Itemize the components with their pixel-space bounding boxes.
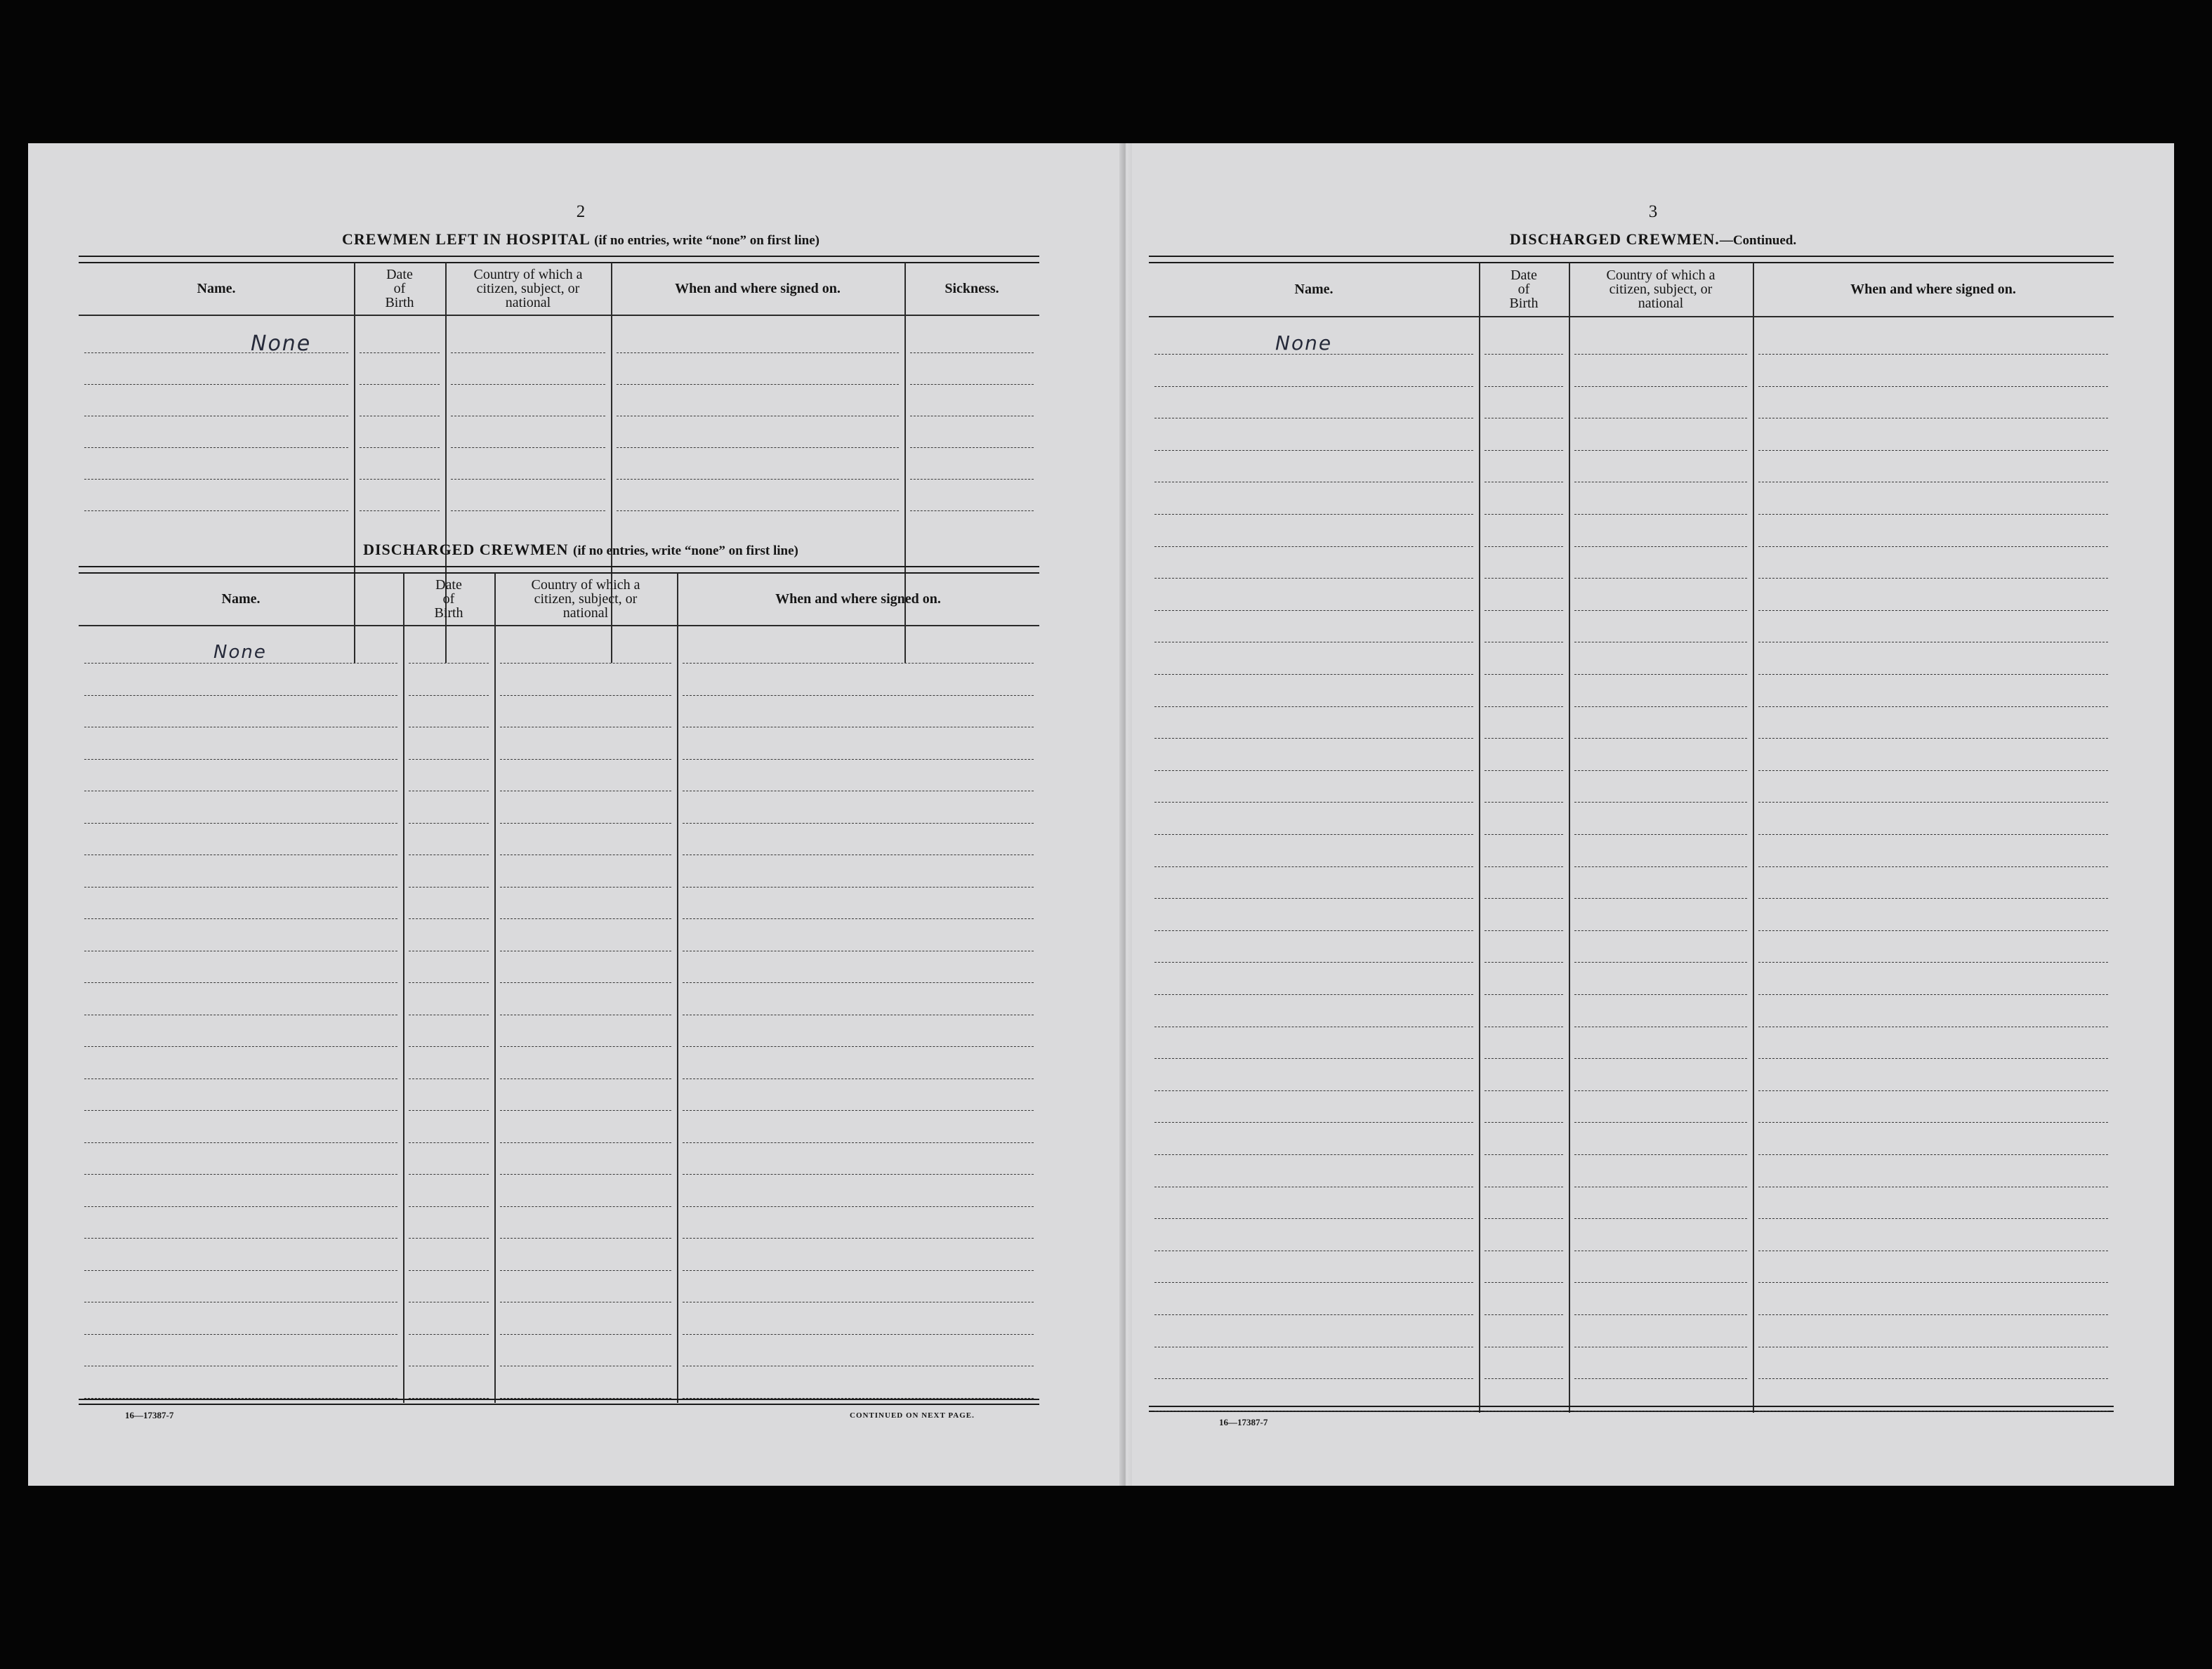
- entry-line: [683, 1142, 1034, 1143]
- entry-line: [84, 1334, 397, 1335]
- entry-line: [1758, 578, 2108, 579]
- form-code: 16—17387-7: [1219, 1417, 1268, 1427]
- entry-line: [1484, 1122, 1563, 1123]
- discharged-table: [79, 566, 1039, 1403]
- column-divider: [403, 573, 404, 1403]
- entry-line: [409, 759, 489, 760]
- entry-line: [1574, 1090, 1747, 1091]
- handwritten-none: None: [1275, 331, 1333, 355]
- entry-line: [1758, 738, 2108, 739]
- entry-line: [683, 1078, 1034, 1079]
- entry-line: [500, 1238, 671, 1239]
- entry-line: [1154, 610, 1473, 611]
- entry-line: [683, 1174, 1034, 1175]
- entry-line: [1484, 930, 1563, 931]
- entry-line: [1574, 898, 1747, 899]
- entry-line: [84, 1110, 397, 1111]
- entry-line: [500, 1142, 671, 1143]
- entry-line: [360, 510, 440, 511]
- entry-line: [1154, 738, 1473, 739]
- entry-line: [617, 447, 899, 448]
- entry-line: [1574, 706, 1747, 707]
- discharged-continued-title: [1132, 230, 2174, 249]
- entry-line: [1758, 546, 2108, 547]
- entry-line: [84, 1206, 397, 1207]
- entry-line: [683, 1046, 1034, 1047]
- right-page: [1132, 143, 2174, 1486]
- header-rule: [79, 625, 1039, 626]
- entry-line: [451, 352, 605, 353]
- handwritten-none: None: [213, 642, 267, 663]
- entry-line: [409, 887, 489, 888]
- entry-line: [84, 1078, 397, 1079]
- entry-line: [683, 982, 1034, 983]
- entry-line: [1758, 354, 2108, 355]
- header-name: Name.: [197, 280, 236, 296]
- entry-line: [84, 1046, 397, 1047]
- entry-line: [1574, 610, 1747, 611]
- entry-line: [1758, 962, 2108, 963]
- entry-line: [84, 1398, 397, 1399]
- document-sheet: [28, 143, 2174, 1486]
- entry-line: [1484, 386, 1563, 387]
- entry-line: [1574, 770, 1747, 771]
- entry-line: [409, 663, 489, 664]
- entry-line: [1154, 674, 1473, 675]
- entry-line: [1154, 354, 1473, 355]
- entry-line: [409, 982, 489, 983]
- entry-line: [1484, 1282, 1563, 1283]
- discharged-title: DISCHARGED CREWMEN: [363, 541, 569, 558]
- entry-line: [1484, 866, 1563, 867]
- entry-line: [1154, 866, 1473, 867]
- entry-line: [1758, 1218, 2108, 1219]
- entry-line: [1758, 802, 2108, 803]
- entry-line: [500, 1334, 671, 1335]
- entry-line: [1154, 1058, 1473, 1059]
- entry-line: [1154, 1282, 1473, 1283]
- entry-line: [1574, 738, 1747, 739]
- entry-line: [1154, 1218, 1473, 1219]
- entry-line: [1154, 514, 1473, 515]
- entry-line: [1154, 802, 1473, 803]
- entry-line: [84, 352, 348, 353]
- entry-line: [1484, 1154, 1563, 1155]
- entry-line: [1484, 1314, 1563, 1315]
- entry-line: [451, 384, 605, 385]
- entry-line: [409, 1206, 489, 1207]
- entry-line: [1574, 930, 1747, 931]
- entry-line: [1154, 770, 1473, 771]
- entry-line: [910, 510, 1034, 511]
- entry-line: [617, 510, 899, 511]
- entry-line: [1758, 1154, 2108, 1155]
- entry-line: [1574, 386, 1747, 387]
- entry-line: [1574, 866, 1747, 867]
- entry-line: [1758, 1282, 2108, 1283]
- hospital-section-title: [28, 230, 1126, 249]
- entry-line: [500, 695, 671, 696]
- entry-line: [1154, 1378, 1473, 1379]
- entry-line: [360, 479, 440, 480]
- entry-line: [409, 1398, 489, 1399]
- entry-line: [1758, 386, 2108, 387]
- entry-line: [84, 384, 348, 385]
- entry-line: [683, 1238, 1034, 1239]
- page-number: 2: [576, 202, 586, 221]
- entry-line: [1484, 994, 1563, 995]
- entry-line: [1154, 450, 1473, 451]
- header-signed-on: When and where signed on.: [775, 591, 941, 607]
- entry-line: [1758, 834, 2108, 835]
- entry-line: [84, 1174, 397, 1175]
- entry-line: [1484, 738, 1563, 739]
- column-divider: [1753, 263, 1754, 1413]
- entry-line: [84, 982, 397, 983]
- entry-line: [1574, 802, 1747, 803]
- header-sickness: Sickness.: [944, 280, 999, 296]
- entry-line: [1758, 610, 2108, 611]
- entry-line: [500, 1398, 671, 1399]
- entry-line: [1484, 898, 1563, 899]
- entry-line: [1758, 450, 2108, 451]
- entry-line: [84, 1270, 397, 1271]
- entry-line: [910, 352, 1034, 353]
- entry-line: [1574, 962, 1747, 963]
- entry-line: [1484, 610, 1563, 611]
- entry-line: [409, 1270, 489, 1271]
- entry-line: [1574, 514, 1747, 515]
- page-fold: [1119, 143, 1132, 1486]
- entry-line: [1154, 994, 1473, 995]
- entry-line: [1758, 1058, 2108, 1059]
- table-bottom-rule: [79, 1399, 1039, 1405]
- entry-line: [84, 887, 397, 888]
- entry-line: [1484, 674, 1563, 675]
- entry-line: [617, 384, 899, 385]
- entry-line: [910, 479, 1034, 480]
- entry-line: [1758, 1314, 2108, 1315]
- entry-line: [1484, 706, 1563, 707]
- entry-line: [500, 1046, 671, 1047]
- entry-line: [84, 510, 348, 511]
- entry-line: [360, 384, 440, 385]
- entry-line: [1154, 578, 1473, 579]
- entry-line: [1154, 962, 1473, 963]
- entry-line: [1574, 578, 1747, 579]
- entry-line: [451, 479, 605, 480]
- entry-line: [500, 823, 671, 824]
- entry-line: [360, 352, 440, 353]
- entry-line: [683, 1110, 1034, 1111]
- entry-line: [1484, 354, 1563, 355]
- entry-line: [500, 1174, 671, 1175]
- entry-line: [910, 447, 1034, 448]
- left-page: [28, 143, 1119, 1486]
- entry-line: [1574, 1122, 1747, 1123]
- entry-line: [683, 887, 1034, 888]
- entry-line: [1154, 546, 1473, 547]
- entry-line: [683, 759, 1034, 760]
- column-divider: [494, 573, 496, 1403]
- entry-line: [84, 1142, 397, 1143]
- entry-line: [683, 663, 1034, 664]
- entry-line: [1758, 514, 2108, 515]
- column-divider: [677, 573, 678, 1403]
- entry-line: [683, 1334, 1034, 1335]
- entry-line: [84, 695, 397, 696]
- entry-line: [683, 918, 1034, 919]
- entry-line: [409, 1078, 489, 1079]
- entry-line: [1484, 1090, 1563, 1091]
- header-country: Country of which a citizen, subject, or national: [1606, 268, 1716, 311]
- header-date-of-birth: Date of Birth: [385, 267, 414, 310]
- entry-line: [683, 823, 1034, 824]
- header-signed-on: When and where signed on.: [1850, 281, 2016, 297]
- entry-line: [1574, 674, 1747, 675]
- entry-line: [1574, 1218, 1747, 1219]
- entry-line: [84, 479, 348, 480]
- entry-line: [1484, 546, 1563, 547]
- entry-line: [1574, 1314, 1747, 1315]
- entry-line: [683, 1398, 1034, 1399]
- entry-line: [1154, 898, 1473, 899]
- entry-line: [1574, 354, 1747, 355]
- entry-line: [1574, 546, 1747, 547]
- entry-line: [1574, 450, 1747, 451]
- entry-line: [500, 1078, 671, 1079]
- entry-line: [409, 1142, 489, 1143]
- entry-line: [1154, 386, 1473, 387]
- page-number: 3: [1648, 202, 1658, 221]
- entry-line: [1154, 834, 1473, 835]
- entry-line: [84, 759, 397, 760]
- entry-line: [84, 918, 397, 919]
- entry-line: [84, 447, 348, 448]
- discharged-continued-table: [1149, 256, 2114, 1413]
- entry-line: [409, 1110, 489, 1111]
- entry-line: [409, 1238, 489, 1239]
- discharged-section-title: [28, 541, 1126, 559]
- header-rule: [1149, 316, 2114, 317]
- entry-line: [409, 695, 489, 696]
- entry-line: [84, 663, 397, 664]
- form-code: 16—17387-7: [125, 1410, 174, 1420]
- entry-line: [1154, 1314, 1473, 1315]
- entry-line: [1758, 706, 2108, 707]
- entry-line: [1574, 1154, 1747, 1155]
- entry-line: [1758, 1090, 2108, 1091]
- entry-line: [617, 479, 899, 480]
- entry-line: [1758, 930, 2108, 931]
- entry-line: [500, 1270, 671, 1271]
- header-name: Name.: [1294, 281, 1334, 297]
- entry-line: [1758, 1378, 2108, 1379]
- entry-line: [84, 1238, 397, 1239]
- entry-line: [910, 384, 1034, 385]
- header-signed-on: When and where signed on.: [675, 280, 841, 296]
- entry-line: [1574, 994, 1747, 995]
- entry-line: [451, 510, 605, 511]
- entry-line: [409, 1334, 489, 1335]
- entry-line: [1574, 1058, 1747, 1059]
- hospital-note: (if no entries, write “none” on first line): [594, 233, 819, 248]
- entry-line: [500, 759, 671, 760]
- entry-line: [1484, 578, 1563, 579]
- header-country: Country of which a citizen, subject, or national: [473, 267, 583, 310]
- header-date-of-birth: Date of Birth: [434, 577, 463, 621]
- entry-line: [409, 1174, 489, 1175]
- entry-line: [500, 918, 671, 919]
- entry-line: [683, 1206, 1034, 1207]
- entry-line: [617, 352, 899, 353]
- entry-line: [84, 823, 397, 824]
- entry-line: [683, 1270, 1034, 1271]
- entry-line: [1758, 898, 2108, 899]
- entry-line: [1484, 450, 1563, 451]
- entry-line: [1758, 866, 2108, 867]
- entry-line: [409, 918, 489, 919]
- entry-line: [360, 447, 440, 448]
- header-rule: [79, 315, 1039, 316]
- discharged-continued-heading: DISCHARGED CREWMEN.: [1509, 230, 1720, 248]
- entry-line: [500, 1206, 671, 1207]
- continued-suffix: —Continued.: [1719, 233, 1797, 248]
- entry-line: [1758, 994, 2108, 995]
- header-name: Name.: [221, 591, 261, 607]
- entry-line: [1574, 1378, 1747, 1379]
- header-date-of-birth: Date of Birth: [1509, 268, 1539, 311]
- entry-line: [1484, 1218, 1563, 1219]
- entry-line: [409, 1046, 489, 1047]
- entry-line: [1484, 1058, 1563, 1059]
- entry-line: [1154, 930, 1473, 931]
- entry-line: [1154, 706, 1473, 707]
- entry-line: [683, 695, 1034, 696]
- entry-line: [1484, 834, 1563, 835]
- entry-line: [1484, 802, 1563, 803]
- continued-note: CONTINUED ON NEXT PAGE.: [850, 1411, 975, 1420]
- entry-line: [1758, 674, 2108, 675]
- entry-line: [1154, 1122, 1473, 1123]
- entry-line: [1154, 1154, 1473, 1155]
- handwritten-none: None: [251, 331, 312, 356]
- discharged-note: (if no entries, write “none” on first line): [573, 543, 798, 558]
- entry-line: [1484, 962, 1563, 963]
- entry-line: [1484, 514, 1563, 515]
- entry-line: [1574, 1282, 1747, 1283]
- column-divider: [1479, 263, 1480, 1413]
- entry-line: [409, 823, 489, 824]
- entry-line: [500, 663, 671, 664]
- entry-line: [500, 887, 671, 888]
- entry-line: [1154, 1090, 1473, 1091]
- entry-line: [1758, 770, 2108, 771]
- entry-line: [1758, 1122, 2108, 1123]
- entry-line: [1574, 834, 1747, 835]
- hospital-title: CREWMEN LEFT IN HOSPITAL: [342, 230, 590, 248]
- entry-line: [500, 982, 671, 983]
- entry-line: [451, 447, 605, 448]
- column-divider: [1569, 263, 1570, 1413]
- header-country: Country of which a citizen, subject, or national: [531, 577, 640, 621]
- entry-line: [500, 1110, 671, 1111]
- entry-line: [1484, 1378, 1563, 1379]
- entry-line: [1484, 770, 1563, 771]
